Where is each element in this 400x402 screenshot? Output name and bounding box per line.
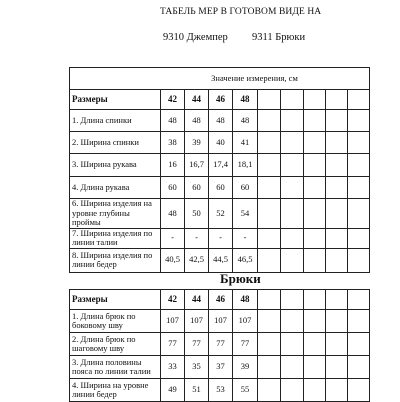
empty-cell [326, 310, 348, 333]
cell-value: 50 [185, 199, 209, 229]
cell-value: 48 [209, 110, 233, 132]
cell-value: 18,1 [233, 154, 258, 177]
table-header-row [70, 90, 370, 110]
sizes-label: Размеры [70, 290, 161, 310]
table-header-row [70, 290, 370, 310]
section-title-trousers: Брюки [220, 271, 261, 286]
empty-cell [304, 310, 326, 333]
empty-cell [258, 199, 281, 229]
empty-cell [326, 333, 348, 356]
size-header: 44 [185, 90, 209, 110]
empty-cell [304, 132, 326, 154]
cell-value: 16,7 [185, 154, 209, 177]
empty-cell [326, 110, 348, 132]
row-label: 1. Длина брюк по боковому шву [70, 310, 161, 333]
empty-cell [258, 356, 281, 379]
cell-value: 60 [209, 177, 233, 199]
measurements-table-trousers [69, 289, 370, 402]
row-label: 7. Ширина изделия по линии талии [70, 228, 161, 248]
table-caption: Значение измерения, см [70, 68, 370, 90]
cell-value: 42,5 [185, 248, 209, 272]
table-row [70, 356, 370, 379]
empty-cell [326, 132, 348, 154]
cell-value: - [233, 228, 258, 248]
empty-cell [304, 110, 326, 132]
cell-value: 44,5 [209, 248, 233, 272]
empty-cell [326, 379, 348, 402]
empty-cell [348, 228, 370, 248]
size-header: 42 [161, 90, 185, 110]
empty-cell [304, 290, 326, 310]
empty-cell [281, 90, 304, 110]
table-row [70, 199, 370, 229]
cell-value: 77 [161, 333, 185, 356]
empty-cell [258, 228, 281, 248]
empty-cell [258, 110, 281, 132]
row-label: 8. Ширина изделия по линии бедер [70, 248, 161, 272]
cell-value: 48 [233, 110, 258, 132]
cell-value: 60 [161, 177, 185, 199]
row-label: 6. Ширина изделия на уровне глубины проймы [70, 199, 161, 229]
empty-cell [348, 199, 370, 229]
cell-value: 37 [209, 356, 233, 379]
empty-cell [281, 356, 304, 379]
empty-cell [281, 379, 304, 402]
table-row [70, 110, 370, 132]
size-header: 48 [233, 290, 258, 310]
empty-cell [258, 290, 281, 310]
size-header: 46 [209, 290, 233, 310]
empty-cell [348, 110, 370, 132]
empty-cell [258, 154, 281, 177]
table-row [70, 310, 370, 333]
empty-cell [326, 154, 348, 177]
empty-cell [348, 177, 370, 199]
cell-value: 107 [185, 310, 209, 333]
cell-value: 60 [233, 177, 258, 199]
empty-cell [326, 177, 348, 199]
size-header: 44 [185, 290, 209, 310]
empty-cell [326, 248, 348, 272]
cell-value: 48 [185, 110, 209, 132]
cell-value: 17,4 [209, 154, 233, 177]
empty-cell [348, 132, 370, 154]
empty-cell [348, 90, 370, 110]
empty-cell [326, 356, 348, 379]
cell-value: 107 [161, 310, 185, 333]
table-row [70, 333, 370, 356]
measurements-table-jumper [69, 67, 370, 273]
empty-cell [348, 310, 370, 333]
empty-cell [326, 228, 348, 248]
sizes-label: Размеры [70, 90, 161, 110]
empty-cell [258, 90, 281, 110]
cell-value: 54 [233, 199, 258, 229]
model-trousers: 9311 Брюки [252, 32, 306, 43]
table-row [70, 177, 370, 199]
empty-cell [348, 290, 370, 310]
empty-cell [281, 228, 304, 248]
cell-value: 60 [185, 177, 209, 199]
table-row [70, 248, 370, 272]
table-row [70, 228, 370, 248]
cell-value: - [161, 228, 185, 248]
empty-cell [258, 132, 281, 154]
size-header: 48 [233, 90, 258, 110]
empty-cell [304, 90, 326, 110]
cell-value: 40 [209, 132, 233, 154]
empty-cell [281, 333, 304, 356]
empty-cell [281, 177, 304, 199]
table-row [70, 132, 370, 154]
empty-cell [281, 290, 304, 310]
empty-cell [304, 248, 326, 272]
empty-cell [348, 379, 370, 402]
empty-cell [304, 228, 326, 248]
empty-cell [304, 199, 326, 229]
empty-cell [281, 110, 304, 132]
cell-value: 39 [185, 132, 209, 154]
size-header: 42 [161, 290, 185, 310]
empty-cell [281, 199, 304, 229]
empty-cell [281, 132, 304, 154]
empty-cell [348, 356, 370, 379]
cell-value: 52 [209, 199, 233, 229]
cell-value: - [209, 228, 233, 248]
cell-value: 48 [161, 199, 185, 229]
empty-cell [348, 154, 370, 177]
cell-value: 38 [161, 132, 185, 154]
cell-value: 48 [161, 110, 185, 132]
cell-value: 41 [233, 132, 258, 154]
cell-value: 49 [161, 379, 185, 402]
empty-cell [304, 379, 326, 402]
cell-value: - [185, 228, 209, 248]
cell-value: 16 [161, 154, 185, 177]
empty-cell [258, 333, 281, 356]
empty-cell [281, 310, 304, 333]
empty-cell [258, 177, 281, 199]
row-label: 4. Длина рукава [70, 177, 161, 199]
empty-cell [281, 248, 304, 272]
empty-cell [326, 90, 348, 110]
table-row [70, 379, 370, 402]
empty-cell [326, 290, 348, 310]
empty-cell [258, 248, 281, 272]
row-label: 2. Длина брюк по шаговому шву [70, 333, 161, 356]
empty-cell [348, 333, 370, 356]
empty-cell [304, 333, 326, 356]
size-header: 46 [209, 90, 233, 110]
cell-value: 35 [185, 356, 209, 379]
row-label: 3. Длина половины пояса по линии талии [70, 356, 161, 379]
table-row [70, 154, 370, 177]
cell-value: 51 [185, 379, 209, 402]
cell-value: 77 [233, 333, 258, 356]
cell-value: 39 [233, 356, 258, 379]
empty-cell [258, 379, 281, 402]
row-label: 3. Ширина рукава [70, 154, 161, 177]
cell-value: 40,5 [161, 248, 185, 272]
empty-cell [326, 199, 348, 229]
empty-cell [258, 310, 281, 333]
model-jumper: 9310 Джемпер [163, 32, 228, 43]
cell-value: 53 [209, 379, 233, 402]
cell-value: 77 [185, 333, 209, 356]
cell-value: 77 [209, 333, 233, 356]
cell-value: 33 [161, 356, 185, 379]
empty-cell [304, 154, 326, 177]
row-label: 2. Ширина спинки [70, 132, 161, 154]
cell-value: 55 [233, 379, 258, 402]
empty-cell [348, 248, 370, 272]
empty-cell [304, 177, 326, 199]
row-label: 1. Длина спинки [70, 110, 161, 132]
row-label: 4. Ширина на уровне линии бедер [70, 379, 161, 402]
cell-value: 107 [233, 310, 258, 333]
empty-cell [304, 356, 326, 379]
empty-cell [281, 154, 304, 177]
cell-value: 46,5 [233, 248, 258, 272]
cell-value: 107 [209, 310, 233, 333]
document-title: ТАБЕЛЬ МЕР В ГОТОВОМ ВИДЕ НА [160, 7, 322, 17]
